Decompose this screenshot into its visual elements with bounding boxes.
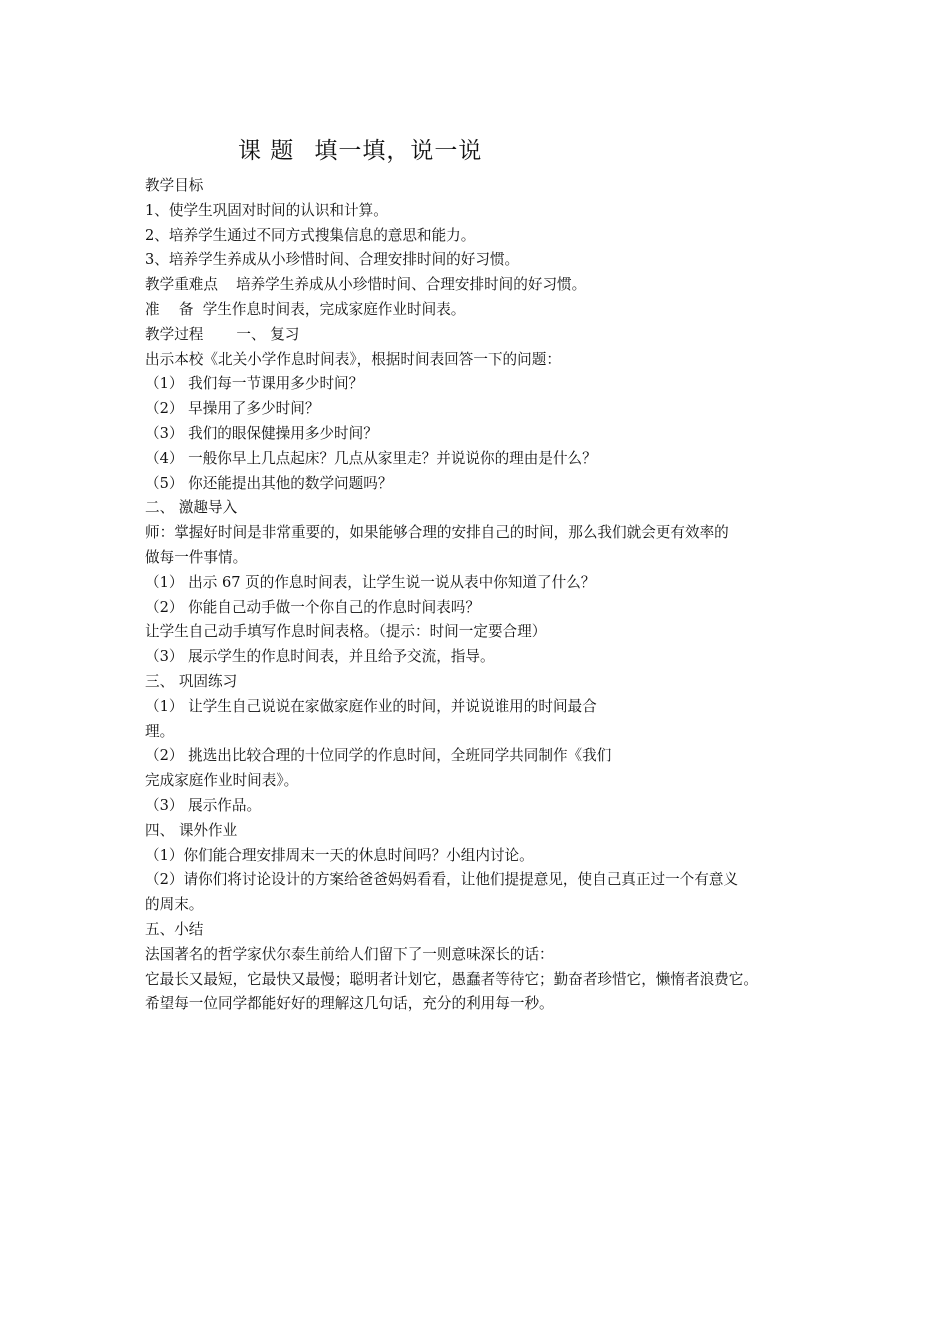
section5-title: 五、小结 (145, 920, 204, 938)
section2-item: （2） 你能自己动手做一个你自己的作息时间表吗？ (145, 598, 480, 616)
section3-item: 完成家庭作业时间表》。 (145, 772, 299, 790)
section3-item: 理。 (145, 722, 175, 740)
section4-item: （2）请你们将讨论设计的方案给爸爸妈妈看看，让他们提提意见，使自己真正过一个有意义 (145, 871, 739, 889)
key-points-line (145, 273, 815, 298)
summary-line: 希望每一位同学都能好好的理解这几句话，充分的利用每一秒。 (145, 995, 554, 1013)
process-line (145, 323, 815, 348)
preparation-line (145, 298, 815, 323)
title-label: 课 题 (238, 138, 295, 164)
process-intro: 出示本校《北关小学作息时间表》，根据时间表回答一下的问题： (145, 350, 561, 368)
review-question: （4） 一般你早上几点起床？几点从家里走？并说说你的理由是什么？ (145, 449, 597, 467)
section4-item: 的周末。 (145, 896, 204, 914)
review-question: （2） 早操用了多少时间？ (145, 400, 320, 418)
section4-title: 四、 课外作业 (145, 821, 238, 839)
objective-item: 3、培养学生养成从小珍惜时间、合理安排时间的好习惯。 (145, 251, 520, 269)
section2-item: （3） 展示学生的作息时间表，并且给予交流，指导。 (145, 648, 495, 666)
section3-item: （1） 让学生自己说说在家做家庭作业的时间，并说说谁用的时间最合 (145, 697, 597, 715)
section4-item: （1）你们能合理安排周末一天的休息时间吗？小组内讨论。 (145, 846, 534, 864)
summary-quote: 它最长又最短，它最快又最慢；聪明者计划它，愚蠢者等待它；勤奋者珍惜它，懒惰者浪费它。 (145, 970, 758, 988)
objectives-heading: 教学目标 (145, 177, 204, 194)
objective-item: 1、使学生巩固对时间的认识和计算。 (145, 201, 388, 219)
key-points-label: 教学重难点 (145, 276, 218, 294)
section2-title: 二、 激趣导入 (145, 499, 238, 517)
document-body (145, 174, 815, 1017)
summary-line: 法国著名的哲学家伏尔泰生前给人们留下了一则意味深长的话： (145, 945, 554, 963)
process-label: 教学过程 (145, 325, 204, 343)
section2-item: （1） 出示 67 页的作息时间表，让学生说一说从表中你知道了什么？ (145, 573, 596, 591)
section3-item: （2） 挑选出比较合理的十位同学的作息时间，全班同学共同制作《我们 (145, 747, 612, 765)
section1-title: 一、 复习 (236, 325, 300, 343)
review-question: （5） 你还能提出其他的数学问题吗？ (145, 474, 393, 492)
section2-teacher-line: 做每一件事情。 (145, 548, 248, 566)
preparation-text: 学生作息时间表，完成家庭作业时间表。 (202, 300, 466, 318)
section3-title: 三、 巩固练习 (145, 672, 238, 690)
title-text: 填一填，说一说 (314, 138, 483, 164)
page-title (238, 132, 482, 165)
section2-teacher-line: 师：掌握好时间是非常重要的，如果能够合理的安排自己的时间，那么我们就会更有效率的 (145, 524, 729, 542)
section3-item: （3） 展示作品。 (145, 796, 262, 814)
preparation-label: 准 备 (145, 300, 194, 318)
key-points-text: 培养学生养成从小珍惜时间、合理安排时间的好习惯。 (235, 276, 587, 294)
section2-note: 让学生自己动手填写作息时间表格。（提示：时间一定要合理） (145, 623, 547, 641)
objective-item: 2、培养学生通过不同方式搜集信息的意思和能力。 (145, 226, 476, 244)
review-question: （1） 我们每一节课用多少时间？ (145, 375, 364, 393)
review-question: （3） 我们的眼保健操用多少时间？ (145, 424, 378, 442)
